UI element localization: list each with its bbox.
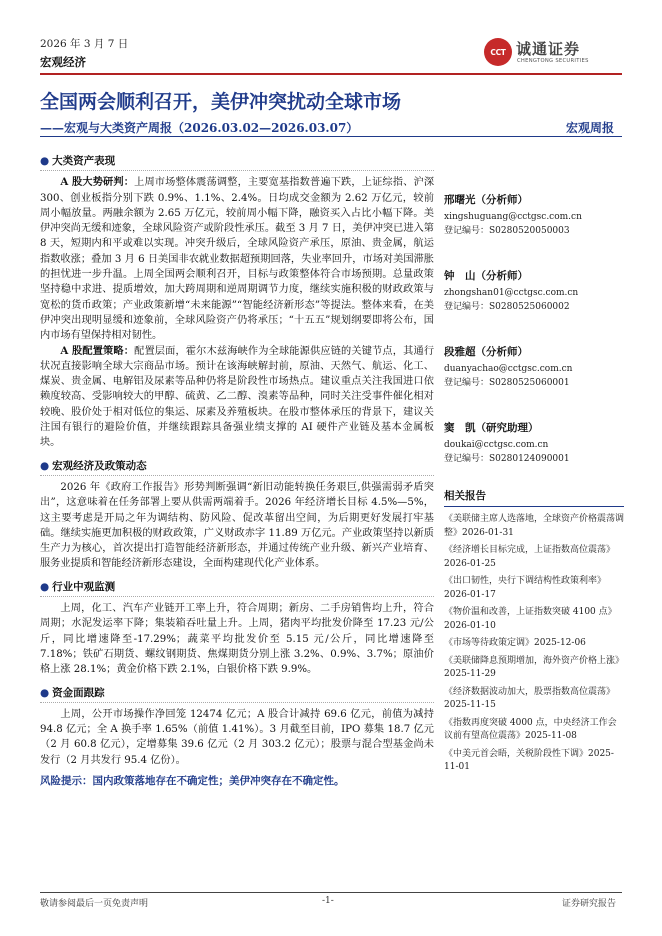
company-logo <box>484 38 622 68</box>
related-heading: 相关报告 <box>444 488 624 507</box>
analyst-reg: 登记编号：S0280520050003 <box>444 226 570 236</box>
analyst-name: 钟 山（分析师） <box>444 270 528 282</box>
related-report-link[interactable]: 《美联储主席人选落地，全球资产价格震荡调整》2026-01-31 <box>444 514 625 538</box>
section <box>40 686 434 768</box>
footer-divider <box>40 892 622 893</box>
footer-label: 证券研究报告 <box>562 899 617 909</box>
footer-disclaimer: 敬请参阅最后一页免责声明 <box>40 899 149 909</box>
logo-mark-icon: CCT <box>484 38 512 66</box>
section <box>40 459 434 572</box>
analyst-reg: 登记编号：S0280124090001 <box>444 454 570 464</box>
title-divider <box>40 136 622 137</box>
logo-english: CHENGTONG SECURITIES <box>517 58 589 64</box>
analyst-email[interactable]: duanyachao@cctgsc.com.cn <box>444 364 573 374</box>
analyst-name: 窦 凯（研究助理） <box>444 422 539 434</box>
bullet-icon: ● <box>40 459 50 472</box>
related-report-link[interactable]: 《中美元首会晤，关税阶段性下调》2025-11-01 <box>444 748 614 772</box>
analyst-email[interactable]: zhongshan01@cctgsc.com.cn <box>444 288 579 298</box>
page-title: 全国两会顺利召开，美伊冲突扰动全球市场 <box>40 91 402 113</box>
paragraph: A 股大势研判：上周市场整体震荡调整，主要宽基指数普遍下跌，上证综指、沪深 300、创业板指分别下跌 0.9%、1.1%、2.4%。日均成交金额为 2.62 万亿元，较前周小幅放量。两融余额为 2.65 万亿元，较前周小幅下降，融资买入占比小幅下降。美伊冲突尚无缓和迹象，全球风险资产或阶段性承压。截至 3 月 7 日，美伊冲突已进入第 8 天，短期内和平或难以实现。冲突升级后，全球风险资产承压，原油、贵金属，航运指数收涨；叠加 3 月 6 日美国非农就业数据超预期回落，失业率回升，市场对美国滞胀的担忧进一步升温。上周全国两会顺利召开，目标与政策整体符合市场预期。总量政策坚持稳中求进、提质增效，加大跨周期和逆周期调节力度，继续实施积极的财政政策与宽松的货币政策；产业政策新增“未来能源”“智能经济新形态”等提法。整体来看，在美伊冲突出现明显缓和迹象前，全球风险资产仍将承压；“十五五”规划纲要即将公布，国内市场有望保持相对韧性。 <box>40 176 435 342</box>
related-report-link[interactable]: 《物价温和改善，上证指数突破 4100 点》2026-01-10 <box>444 607 617 631</box>
analyst-card <box>444 192 624 238</box>
paragraph: 2026 年《政府工作报告》形势判断强调“新旧动能转换任务艰巨,供强需弱矛盾突出”，这意味着在任务部署上要从供需两端着手。2026 年经济增长目标 4.5%—5%，这主要考虑是开局之年为调结构、防风险、促改革留出空间，为后期更好发展打牢基础。继续实施更加积极的财政政策，广义财政赤字 11.89 万亿元。产业政策坚持以新质生产力为核心，首次提出打造智能经济新形态，并通过传统产业升级、新兴产业培育、服务业提质和智能经济新形态建设，全面构建现代化产业体系。 <box>40 481 434 570</box>
logo-name: 诚通证券 <box>516 40 581 58</box>
related-report-link[interactable]: 《指数再度突破 4000 点，中央经济工作会议前有望高位震荡》2025-11-08 <box>444 717 617 741</box>
related-report-link[interactable]: 《美联储降息预期增加，海外资产价格上涨》2025-11-29 <box>444 655 625 679</box>
analyst-card <box>444 268 624 314</box>
section <box>40 154 434 451</box>
analyst-email[interactable]: doukai@cctgsc.com.cn <box>444 440 549 450</box>
main-content <box>40 150 434 789</box>
section-heading: ● 宏观经济及政策动态 <box>40 459 434 476</box>
section-heading: ● 资金面跟踪 <box>40 686 434 703</box>
bullet-icon: ● <box>40 580 50 593</box>
analyst-reg: 登记编号：S0280525060002 <box>444 302 570 312</box>
related-report-link[interactable]: 《经济增长目标完成，上证指数高位震荡》2026-01-25 <box>444 545 616 569</box>
related-report-link[interactable]: 《市场等待政策定调》2025-12-06 <box>444 638 586 648</box>
bullet-icon: ● <box>40 155 50 167</box>
analyst-name: 段雅超（分析师） <box>444 346 528 358</box>
related-report-link[interactable]: 《出口韧性，央行下调结构性政策利率》2026-01-17 <box>444 576 607 600</box>
analyst-name: 邢曙光（分析师） <box>444 194 528 206</box>
paragraph: 上周，化工、汽车产业链开工率上升，符合周期；新房、二手房销售均上升，符合周期；水泥发运率下降；集装箱吞吐量上升。上周，猪肉平均批发价降至 17.23 元/公斤，同比增速降至-17.29%；蔬菜平均批发价至 5.15 元/公斤，同比增速降至 7.18%；铁矿石期货、螺纹钢期货、焦煤期货分别上涨 3.2%、0.9%、3.7%；原油价格上涨 28.1%；黄金价格下跌 2.1%，白银价格下跌 9.9%。 <box>40 603 434 676</box>
analyst-reg: 登记编号：S0280525060001 <box>444 378 570 388</box>
report-type: 宏观周报 <box>566 121 615 135</box>
related-reports <box>444 488 624 775</box>
paragraph: 上周，公开市场操作净回笼 12474 亿元；A 股合计减持 69.6 亿元，前值为减持 94.8 亿元；全 A 换手率 1.65%（前值 1.41%）。3 月截至目前，IPO 募集 18.7 亿元（2 月 60.8 亿元），定增募集 39.6 亿元（2 月 303.2 亿元）；股票与混合型基金尚未发行（2 月共发行 95.4 亿份）。 <box>40 708 434 766</box>
analyst-card <box>444 420 624 466</box>
report-date: 2026 年 3 月 7 日 <box>40 38 129 50</box>
bullet-icon: ● <box>40 686 50 699</box>
related-report-link[interactable]: 《经济数据波动加大，股票指数高位震荡》2025-11-15 <box>444 686 616 710</box>
sidebar <box>444 150 624 779</box>
report-category: 宏观经济 <box>40 55 86 69</box>
paragraph: A 股配置策略：配置层面，霍尔木兹海峡作为全球能源供应链的关键节点，其通行状况直接影响全球大宗商品市场。预计在该海峡解封前，原油、天然气、航运、化工、煤炭、贵金属、电解铝及尿素等品种仍将是阶段性市场热点。建议重点关注我国进口依赖度较高、受影响较大的甲醇、硫黄、乙二醇、溴素等品种，同时关注受事件催化相对较晚、股价处于相对低位的集运、尿素及养殖板块。在股市整体承压的背景下，建议关注国有银行的避险价值，并继续跟踪具备强业绩支撑的 AI 硬件产业链及基本金属板块。 <box>40 344 435 449</box>
analyst-email[interactable]: xingshuguang@cctgsc.com.cn <box>444 212 582 222</box>
page-number: -1- <box>322 896 334 906</box>
section-heading: ● 大类资产表现 <box>40 154 434 171</box>
section <box>40 580 434 678</box>
header-divider <box>40 73 622 75</box>
analyst-card <box>444 344 624 390</box>
risk-warning: 风险提示：国内政策落地存在不确定性；美伊冲突存在不确定性。 <box>40 774 345 787</box>
section-heading: ● 行业中观监测 <box>40 580 434 597</box>
page-subtitle: ——宏观与大类资产周报（2026.03.02—2026.03.07） <box>40 121 359 135</box>
